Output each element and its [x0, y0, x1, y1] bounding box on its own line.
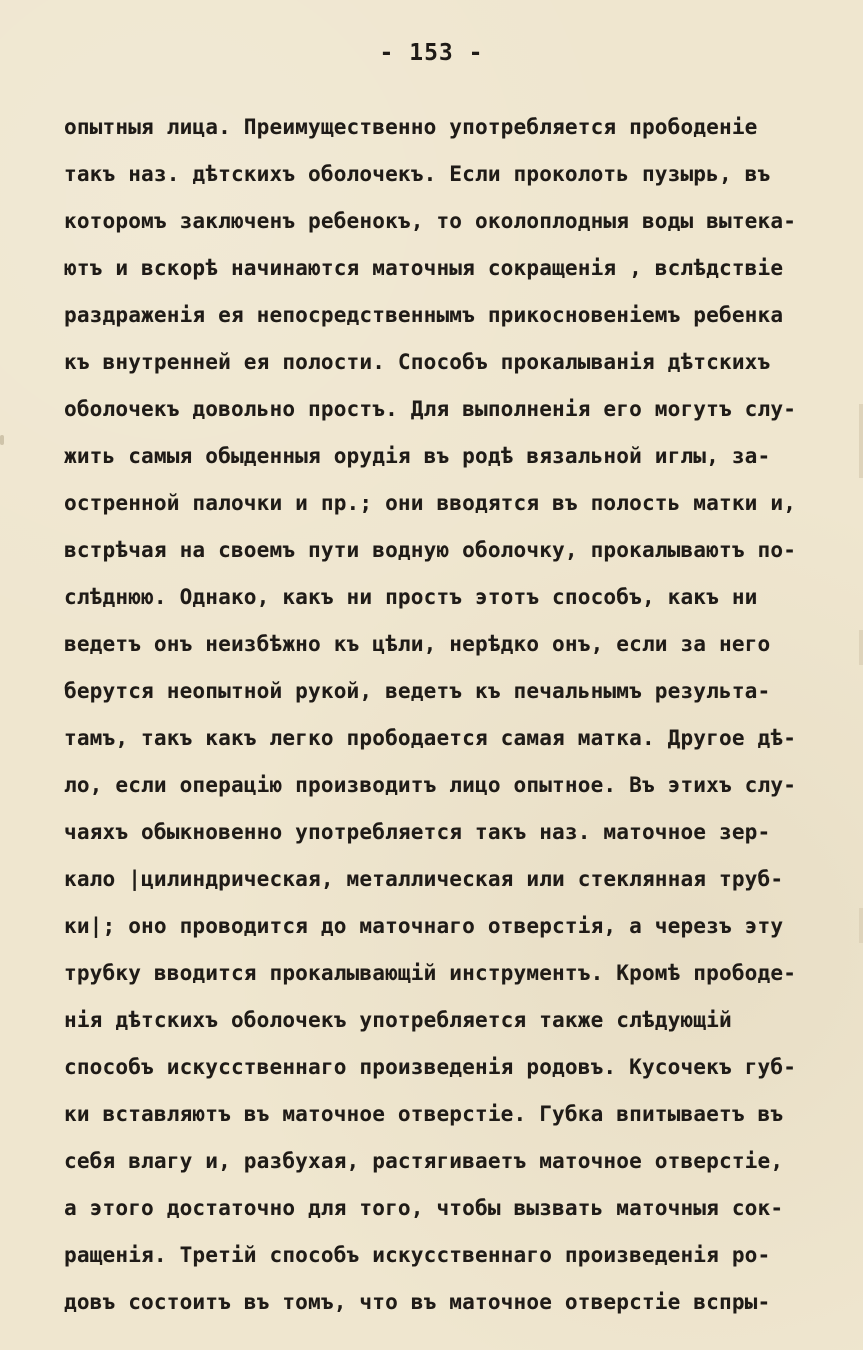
text-line-14: тамъ, такъ какъ легко прободается самая матка. Другое дѣ-: [64, 726, 797, 750]
right-edge-mark-2: [859, 440, 863, 478]
page-number: - 153 -: [379, 40, 484, 66]
margin-mark: [0, 435, 4, 445]
text-line-3: которомъ заключенъ ребенокъ, то околоплодныя воды вытека-: [64, 209, 797, 233]
text-line-22: ки вставляютъ въ маточное отверстіе. Губка впитываетъ въ: [64, 1102, 784, 1126]
text-line-26: довъ состоитъ въ томъ, что въ маточное отверстіе вспры-: [64, 1290, 771, 1314]
text-line-16: чаяхъ обыкновенно употребляется такъ наз. маточное зер-: [64, 820, 771, 844]
text-line-4: ютъ и вскорѣ начинаются маточныя сокращенія , вслѣдствіе: [64, 256, 784, 280]
text-line-20: нія дѣтскихъ оболочекъ употребляется также слѣдующій: [64, 1008, 732, 1032]
right-edge-mark-4: [859, 908, 863, 943]
text-line-23: себя влагу и, разбухая, растягиваетъ маточное отверстіе,: [64, 1149, 784, 1173]
text-line-2: такъ наз. дѣтскихъ оболочекъ. Если проколоть пузырь, въ: [64, 162, 771, 186]
body-text: [64, 104, 834, 1326]
text-line-9: остренной палочки и пр.; они вводятся въ полость матки и,: [64, 491, 797, 515]
right-edge-mark-3: [859, 630, 863, 665]
text-line-10: встрѣчая на своемъ пути водную оболочку, прокалываютъ по-: [64, 538, 797, 562]
text-line-8: жить самыя обыденныя орудія въ родѣ вязальной иглы, за-: [64, 444, 771, 468]
text-line-15: ло, если операцію производитъ лицо опытное. Въ этихъ слу-: [64, 773, 797, 797]
text-line-1: опытныя лица. Преимущественно употребляется прободеніе: [64, 115, 758, 139]
right-edge-mark-1: [859, 404, 863, 444]
text-line-21: способъ искусственнаго произведенія родовъ. Кусочекъ губ-: [64, 1055, 797, 1079]
text-line-25: ращенія. Третій способъ искусственнаго произведенія ро-: [64, 1243, 771, 1267]
text-line-6: къ внутренней ея полости. Способъ прокалыванія дѣтскихъ: [64, 350, 771, 374]
text-line-7: оболочекъ довольно простъ. Для выполненія его могутъ слу-: [64, 397, 797, 421]
text-line-18: ки|; оно проводится до маточнаго отверстія, а черезъ эту: [64, 914, 784, 938]
text-line-24: а этого достаточно для того, чтобы вызвать маточныя сок-: [64, 1196, 784, 1220]
text-line-19: трубку вводится прокалывающій инструментъ. Кромѣ прободе-: [64, 961, 797, 985]
text-line-12: ведетъ онъ неизбѣжно къ цѣли, нерѣдко онъ, если за него: [64, 632, 771, 656]
text-line-17: кало |цилиндрическая, металлическая или стеклянная труб-: [64, 867, 784, 891]
text-line-13: берутся неопытной рукой, ведетъ къ печальнымъ результа-: [64, 679, 771, 703]
text-line-11: слѣднюю. Однако, какъ ни простъ этотъ способъ, какъ ни: [64, 585, 758, 609]
text-line-5: раздраженія ея непосредственнымъ прикосновеніемъ ребенка: [64, 303, 784, 327]
